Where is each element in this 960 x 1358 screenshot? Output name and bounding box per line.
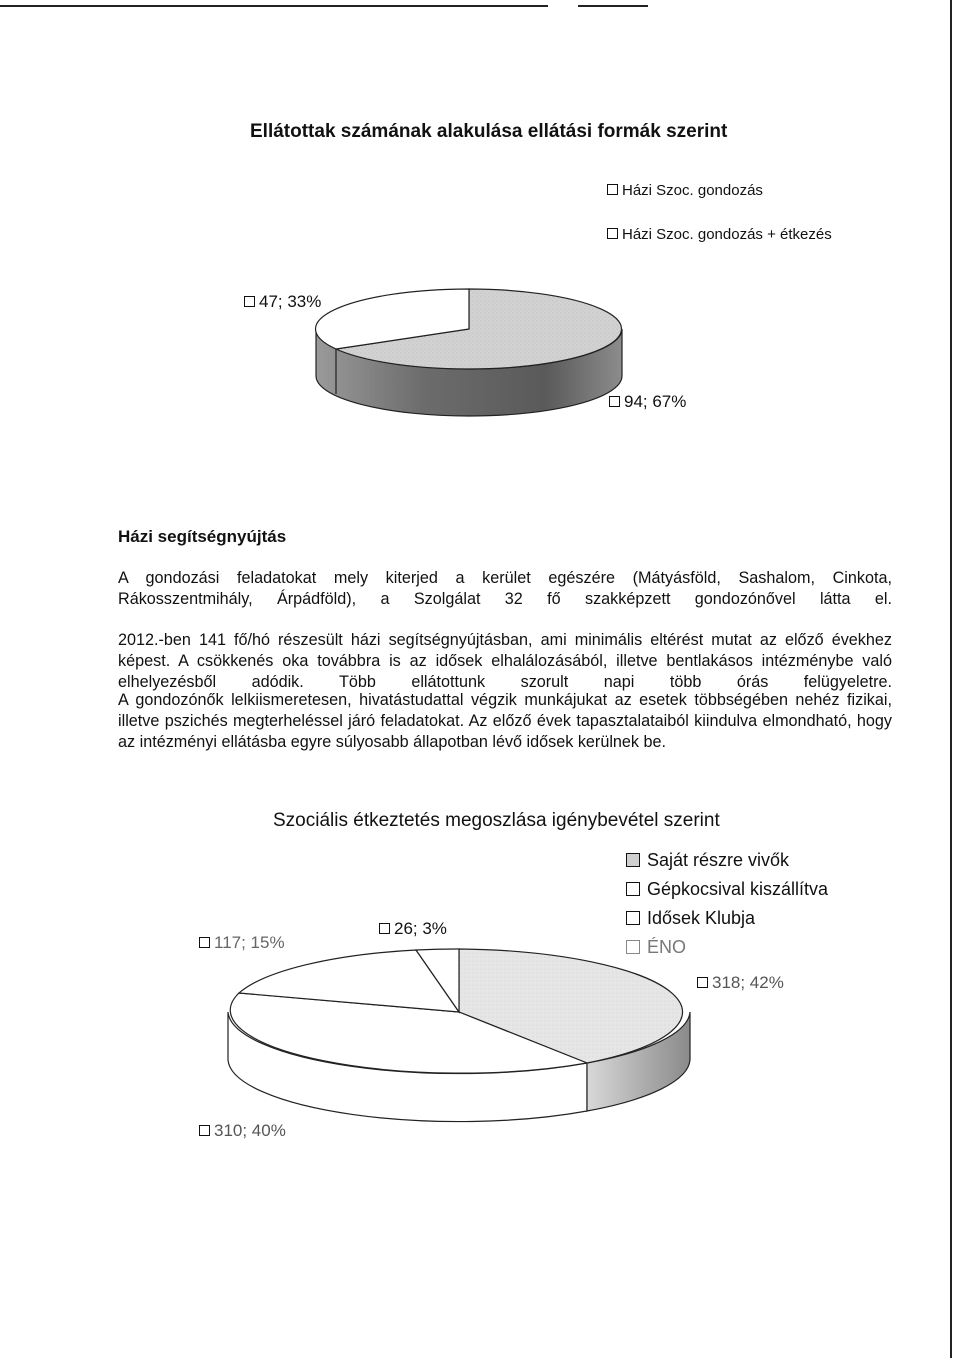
legend-swatch-white: [626, 911, 640, 925]
chart2-slice-label: 318; 42%: [697, 973, 784, 993]
paragraph-2: 2012.-ben 141 fő/hó részesült házi segítségnyújtásban, ami minimális eltérést mutat az előző évekhez képest. A csökkenés oka továbbra is az idősek elhalálozásából, illetve bentlakásos intézménybe való elhelyezésből adódik. Több ellátottunk szorult napi több órás felügyeletre.: [118, 631, 892, 691]
legend-swatch-white: [607, 184, 618, 195]
chart2-slice-label: 26; 3%: [379, 919, 447, 939]
section-heading: Házi segítségnyújtás: [118, 527, 287, 546]
chart2-legend-item: Saját részre vivők: [626, 850, 789, 871]
chart1-legend-item: [607, 224, 832, 245]
label-swatch: [697, 977, 708, 988]
paragraph-3: A gondozónők lelkiismeretesen, hivatástudattal végzik munkájukat az esetek többségében nehéz fizikai, illetve pszichés megterheléssel járó feladatokat. Az előző évek tapasztalataiból kiindulva elmondható, hogy az intézményi ellátásba egyre súlyosabb állapotban lévő idősek kerülnek be.: [118, 691, 892, 751]
label-swatch: [609, 396, 620, 407]
chart1-legend-label: Házi Szoc. gondozás: [622, 182, 763, 199]
chart2-title: Szociális étkeztetés megoszlása igénybevétel szerint: [273, 810, 720, 831]
right-edge-line: [950, 0, 952, 1358]
chart1-legend-item: [607, 180, 763, 201]
chart2-slice-label: 310; 40%: [199, 1121, 286, 1141]
chart2-pie: [220, 945, 710, 1135]
top-rule-left: [0, 5, 548, 7]
paragraph-1: A gondozási feladatokat mely kiterjed a kerület egészére (Mátyásföld, Sashalom, Cinkota, Rákosszentmihály, Árpádföld), a Szolgálat 32 fő szakképzett gondozónővel látta el.: [118, 569, 892, 608]
legend-swatch-shaded: [626, 853, 640, 867]
label-swatch: [199, 1125, 210, 1136]
chart2-legend-item: ÉNO: [626, 937, 686, 958]
chart1-title: Ellátottak számának alakulása ellátási formák szerint: [250, 121, 728, 142]
chart1-slice-label: 94; 67%: [609, 392, 686, 412]
chart2-legend-item: Gépkocsival kiszállítva: [626, 879, 828, 900]
chart1-pie: [300, 282, 640, 417]
label-swatch: [379, 923, 390, 934]
chart1-legend-label: Házi Szoc. gondozás + étkezés: [622, 226, 832, 243]
legend-swatch-white: [607, 228, 618, 239]
chart2-legend-item: Idősek Klubja: [626, 908, 755, 929]
legend-swatch-white: [626, 882, 640, 896]
label-swatch: [244, 296, 255, 307]
chart1-slice-label: 47; 33%: [244, 292, 321, 312]
label-swatch: [199, 937, 210, 948]
chart2-slice-label: 117; 15%: [199, 933, 285, 953]
top-rule-right: [578, 5, 648, 7]
